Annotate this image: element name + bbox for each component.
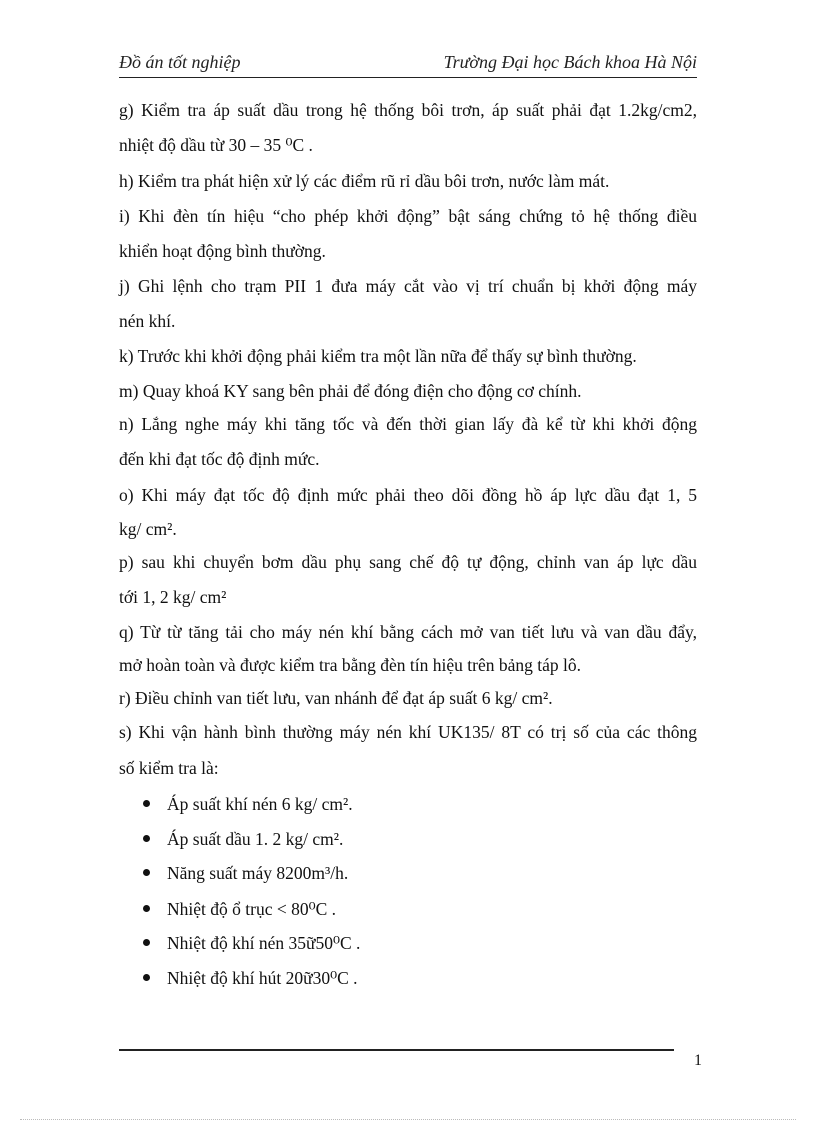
- text-line: h) Kiểm tra phát hiện xử lý các điểm rũ rỉ dầu bôi trơn, nước làm mát.: [119, 171, 610, 191]
- list-item-text: Năng suất máy 8200m³/h.: [167, 863, 349, 883]
- text-line: o) Khi máy đạt tốc độ định mức phải theo dõi đồng hồ áp lực dầu đạt 1, 5: [119, 485, 697, 505]
- text-line: khiển hoạt động bình thường.: [119, 241, 326, 261]
- text-line: g) Kiểm tra áp suất dầu trong hệ thống bôi trơn, áp suất phải đạt 1.2kg/cm2,: [119, 100, 697, 120]
- text-line: q) Từ từ tăng tải cho máy nén khí bằng cách mở van tiết lưu và van dầu đẩy,: [119, 622, 697, 642]
- text-line: mở hoàn toàn và được kiểm tra bằng đèn tín hiệu trên bảng táp lô.: [119, 655, 581, 675]
- text-line: s) Khi vận hành bình thường máy nén khí UK135/ 8T có trị số của các thông: [119, 722, 697, 742]
- bullet-icon: [143, 939, 150, 946]
- page-break-divider: [20, 1119, 796, 1120]
- text-line: tới 1, 2 kg/ cm²: [119, 587, 227, 607]
- header-right-title: Trường Đại học Bách khoa Hà Nội: [443, 52, 697, 72]
- list-item-text: Nhiệt độ khí nén 35ữ50⁰C .: [167, 933, 361, 953]
- bullet-icon: [143, 835, 150, 842]
- page-number: 1: [694, 1052, 702, 1069]
- bullet-icon: [143, 974, 150, 981]
- text-line: r) Điều chỉnh van tiết lưu, van nhánh để đạt áp suất 6 kg/ cm².: [119, 688, 553, 708]
- header-left-title: Đồ án tốt nghiệp: [119, 52, 241, 72]
- bullet-icon: [143, 800, 150, 807]
- text-line: p) sau khi chuyển bơm dầu phụ sang chế độ tự động, chỉnh van áp lực dầu: [119, 552, 697, 572]
- list-item-text: Áp suất khí nén 6 kg/ cm².: [167, 794, 353, 814]
- text-line: số kiểm tra là:: [119, 758, 219, 778]
- text-line: nhiệt độ dầu từ 30 – 35 ⁰C .: [119, 135, 313, 155]
- list-item-text: Áp suất dầu 1. 2 kg/ cm².: [167, 829, 344, 849]
- list-item-text: Nhiệt độ khí hút 20ữ30⁰C .: [167, 968, 358, 988]
- list-item-text: Nhiệt độ ổ trục < 80⁰C .: [167, 899, 337, 919]
- header-rule: [119, 77, 697, 78]
- text-line: nén khí.: [119, 311, 176, 331]
- text-line: j) Ghi lệnh cho trạm PII 1 đưa máy cắt vào vị trí chuẩn bị khởi động máy: [119, 276, 697, 296]
- text-line: m) Quay khoá KY sang bên phải để đóng điện cho động cơ chính.: [119, 381, 582, 401]
- page-header: [119, 50, 697, 78]
- footer-rule: [119, 1049, 674, 1051]
- text-line: n) Lắng nghe máy khi tăng tốc và đến thời gian lấy đà kể từ khi khởi động: [119, 414, 697, 434]
- text-line: k) Trước khi khởi động phải kiểm tra một lần nữa để thấy sự bình thường.: [119, 346, 637, 366]
- bullet-icon: [143, 869, 150, 876]
- text-line: i) Khi đèn tín hiệu “cho phép khởi động” bật sáng chứng tỏ hệ thống điều: [119, 206, 697, 226]
- text-line: kg/ cm².: [119, 519, 177, 539]
- text-line: đến khi đạt tốc độ định mức.: [119, 449, 320, 469]
- bullet-icon: [143, 905, 150, 912]
